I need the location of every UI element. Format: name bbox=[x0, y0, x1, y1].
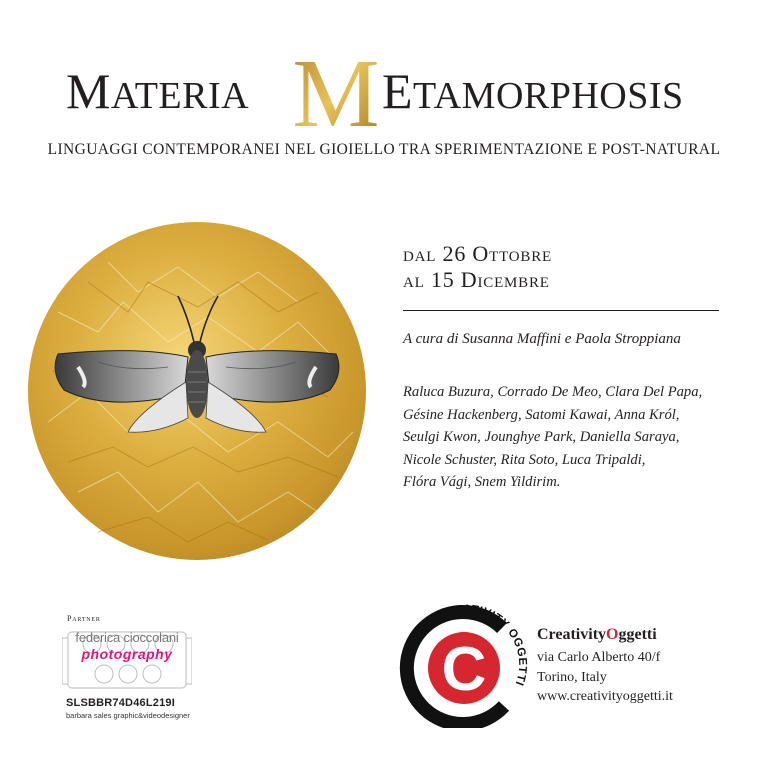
partner-tagline: barbara sales graphic&videodesigner bbox=[66, 711, 190, 720]
venue-street: via Carlo Alberto 40/f bbox=[537, 650, 661, 665]
artists-list bbox=[403, 381, 753, 494]
divider bbox=[403, 310, 719, 311]
artists-line: Flóra Vági, Snem Yildirim. bbox=[403, 474, 561, 491]
venue-name: CreativityOggetti bbox=[537, 626, 657, 643]
svg-text:CREATIVITY OGGETTI: CREATIVITY OGGETTI bbox=[434, 603, 528, 688]
gold-m-letter bbox=[276, 52, 396, 132]
artists-line: Nicole Schuster, Rita Soto, Luca Tripaldi, bbox=[403, 451, 646, 468]
creativity-oggetti-logo bbox=[398, 602, 528, 728]
date-start: dal 26 Ottobre bbox=[403, 241, 552, 266]
artists-line: Gésine Hackenberg, Satomi Kawai, Anna Król, bbox=[403, 406, 680, 423]
date-end: al 15 Dicembre bbox=[403, 267, 550, 292]
venue-website[interactable]: www.creativityoggetti.it bbox=[537, 689, 673, 704]
artists-line: Seulgi Kwon, Jounghye Park, Daniella Saraya, bbox=[403, 429, 680, 446]
title-block bbox=[0, 52, 768, 136]
gold-disc-moth-image bbox=[28, 222, 366, 560]
exhibition-dates bbox=[403, 241, 552, 293]
venue-address bbox=[537, 648, 673, 707]
subtitle: LINGUAGGI CONTEMPORANEI NEL GIOIELLO TRA SPERIMENTAZIONE E POST-NATURAL bbox=[47, 141, 721, 158]
curators: A cura di Susanna Maffini e Paola Stroppiana bbox=[403, 331, 681, 347]
partner-code: SLSBBR74D46L219I bbox=[66, 697, 175, 709]
svg-text:C: C bbox=[441, 635, 487, 704]
partner-label: Partner bbox=[67, 614, 101, 623]
artists-line: Raluca Buzura, Corrado De Meo, Clara Del Papa, bbox=[403, 384, 703, 400]
venue-city: Torino, Italy bbox=[537, 669, 607, 685]
partner-photography: photography bbox=[81, 646, 173, 662]
title-materia: MATERIA bbox=[66, 63, 250, 119]
svg-text:M: M bbox=[292, 52, 380, 132]
title-metamorphosis: ETAMORPHOSIS bbox=[382, 63, 684, 119]
partner-brand: federica cioccolani bbox=[75, 630, 179, 645]
